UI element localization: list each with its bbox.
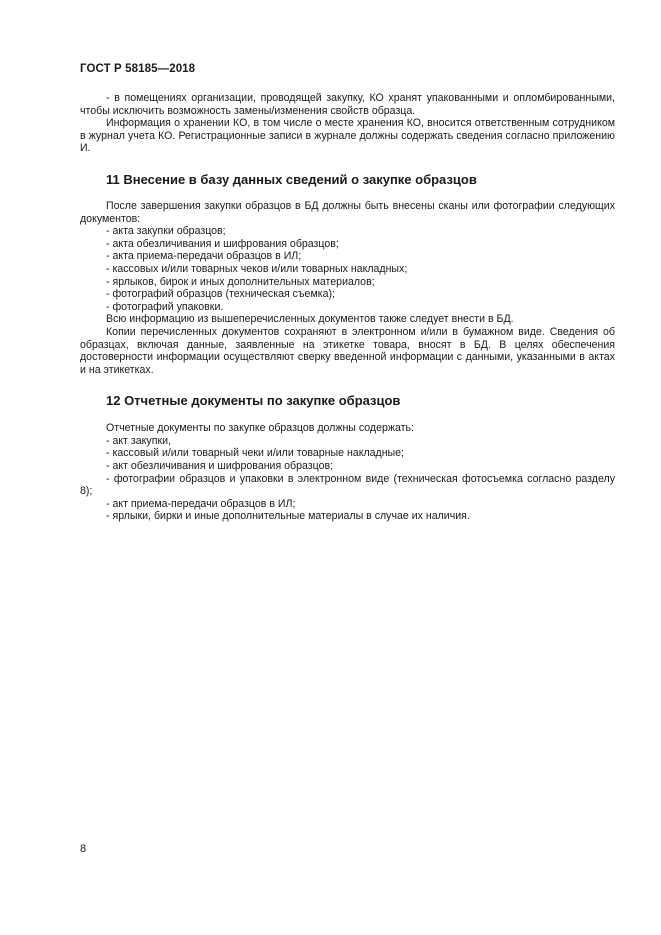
list-item: - акта обезличивания и шифрования образцов; (106, 237, 339, 250)
list-item: - акта приема-передачи образцов в ИЛ; (106, 250, 302, 263)
intro-paragraph-journal: Информация о хранении КО, в том числе о месте хранения КО, вносится ответственным сотрудником в журнал учета КО. Регистрационные записи в журнале должны содержать сведения согласно приложению И. (80, 117, 615, 155)
list-item: - акт приема-передачи образцов в ИЛ; (106, 497, 296, 510)
list-item: - кассовых и/или товарных чеков и/или товарных накладных; (106, 262, 408, 275)
list-item: - акта закупки образцов; (106, 225, 226, 238)
list-item: - фотографий упаковки. (106, 300, 224, 313)
section-11-heading: 11 Внесение в базу данных сведений о закупке образцов (106, 171, 477, 187)
section-11-lead: После завершения закупки образцов в БД должны быть внесены сканы или фотографии следующих документов: (80, 199, 615, 225)
list-item: - фотографии образцов и упаковки в электронном виде (техническая фотосъемка согласно разделу 8); (80, 472, 615, 498)
list-item: - акт закупки, (106, 434, 171, 447)
list-item: - ярлыки, бирки и иные дополнительные материалы в случае их наличия. (106, 510, 470, 523)
document-header: ГОСТ Р 58185—2018 (80, 63, 196, 75)
list-item: - акт обезличивания и шифрования образцов; (106, 460, 334, 473)
list-item: - кассовый и/или товарный чеки и/или товарные накладные; (106, 447, 404, 460)
section-11-paragraph-copies: Копии перечисленных документов сохраняют в электронном и/или в бумажном виде. Сведения об образцах, включая данные, заявленные на этикетке товара, вносят в БД. В целях обеспечения достоверности информации осуществляют сверку введенной информации с данными, указанными в актах и на этикетках. (80, 325, 615, 376)
intro-paragraph-storage: - в помещениях организации, проводящей закупку, КО хранят упакованными и опломбированными, чтобы исключить возможность замены/изменения свойств образца. (80, 92, 615, 117)
document-body (80, 92, 615, 523)
section-11-paragraph-db: Всю информацию из вышеперечисленных документов также следует внести в БД. (106, 313, 514, 326)
list-item: - фотографий образцов (техническая съемка); (106, 288, 335, 301)
section-12-heading: 12 Отчетные документы по закупке образцов (106, 393, 401, 409)
section-12-lead: Отчетные документы по закупке образцов должны содержать: (106, 422, 414, 435)
page-number: 8 (80, 843, 87, 855)
list-item: - ярлыков, бирок и иных дополнительных материалов; (106, 275, 375, 288)
